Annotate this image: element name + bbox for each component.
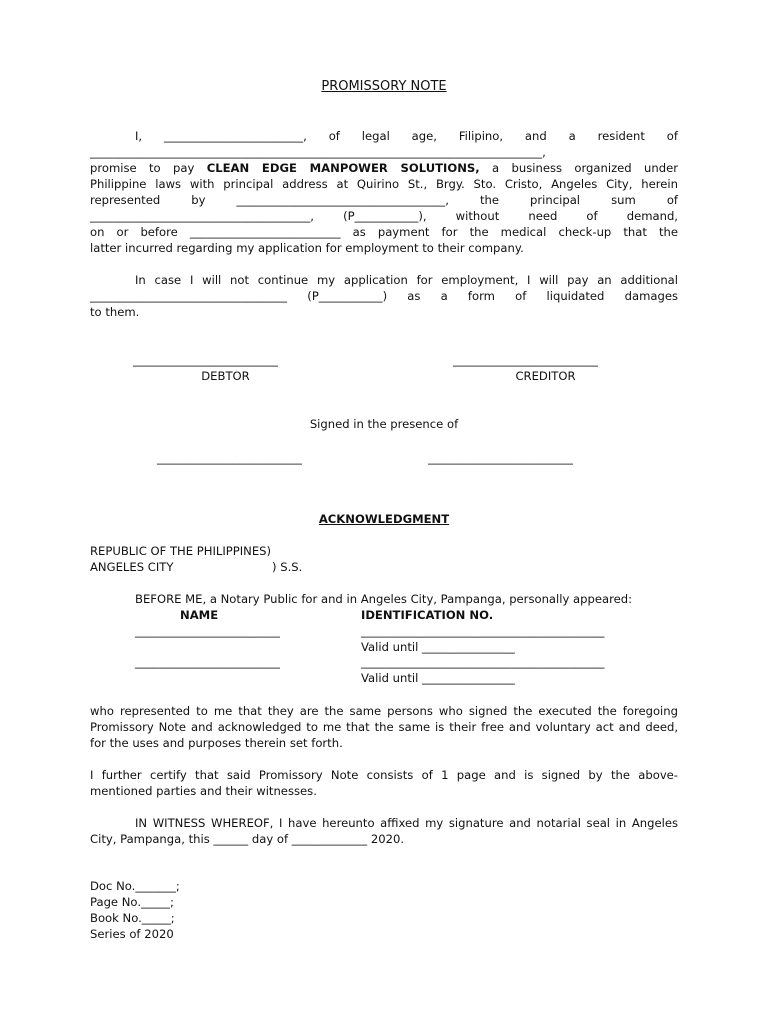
debtor-label: DEBTOR bbox=[201, 369, 250, 383]
p1-line8: latter incurred regarding my application for employment to their company. bbox=[90, 241, 524, 255]
series-year: Series of 2020 bbox=[90, 927, 174, 941]
row2-name-line: _________________________ bbox=[135, 655, 280, 669]
p1-line6: ______________________________________, (P___________), without need of demand, bbox=[90, 209, 678, 223]
represented-line2: Promissory Note and acknowledged to me that the same is their free and voluntary act and deed, bbox=[90, 720, 678, 734]
witness-whereof-line1: IN WITNESS WHEREOF, I have hereunto affixed my signature and notarial seal in Angeles bbox=[135, 816, 678, 830]
ss-mark: ) S.S. bbox=[272, 560, 303, 574]
witness1-signature-line: _________________________ bbox=[157, 451, 302, 465]
page-no: Page No._____; bbox=[90, 895, 174, 909]
represented-line3: for the uses and purposes therein set forth. bbox=[90, 736, 343, 750]
signed-in-presence-text: Signed in the presence of bbox=[309, 417, 459, 431]
row2-valid-until: Valid until ________________ bbox=[361, 671, 515, 685]
p1-line1: I, ________________________, of legal age, Filipino, and a resident of bbox=[135, 129, 678, 143]
debtor-signature-line: _________________________ bbox=[133, 353, 278, 367]
p2-line3: to them. bbox=[90, 305, 140, 319]
witness2-signature-line: _________________________ bbox=[428, 451, 573, 465]
p1-line7: on or before __________________________ as payment for the medical check-up that the bbox=[90, 225, 678, 239]
doc-no: Doc No._______; bbox=[90, 879, 180, 893]
represented-line1: who represented to me that they are the same persons who signed the executed the foregoing bbox=[90, 704, 678, 718]
republic-line: REPUBLIC OF THE PHILIPPINES) bbox=[90, 544, 272, 558]
certify-line2: mentioned parties and their witnesses. bbox=[90, 784, 317, 798]
p1-line2: ______________________________________________________________________________, bbox=[90, 145, 546, 159]
certify-line1: I further certify that said Promissory Note consists of 1 page and is signed by the above- bbox=[90, 768, 678, 782]
row1-id-line: __________________________________________ bbox=[361, 624, 605, 638]
p1-line4: Philippine laws with principal address at Quirino St., Brgy. Sto. Cristo, Angeles City, herein bbox=[90, 177, 678, 191]
p1-line3-pre: promise to pay bbox=[90, 161, 207, 175]
row1-valid-until: Valid until ________________ bbox=[361, 640, 515, 654]
p2-line2: __________________________________ (P___________) as a form of liquidated damages bbox=[90, 289, 678, 303]
id-column-header: IDENTIFICATION NO. bbox=[361, 608, 494, 622]
p1-line5: represented by ____________________________________, the principal sum of bbox=[90, 193, 678, 207]
creditor-signature-line: _________________________ bbox=[453, 353, 598, 367]
creditor-label: CREDITOR bbox=[515, 369, 576, 383]
p2-line1: In case I will not continue my application for employment, I will pay an additional bbox=[135, 273, 678, 287]
p1-line3-post: a business organized under bbox=[479, 161, 678, 175]
before-me-text: BEFORE ME, a Notary Public for and in Angeles City, Pampanga, personally appeared: bbox=[135, 592, 632, 606]
p1-line3 bbox=[90, 160, 678, 176]
row2-id-line: __________________________________________ bbox=[361, 655, 605, 669]
document-title: PROMISSORY NOTE bbox=[321, 79, 447, 94]
witness-whereof-line2: City, Pampanga, this ______ day of _____________ 2020. bbox=[90, 832, 405, 846]
city-line: ANGELES CITY bbox=[90, 560, 174, 574]
name-column-header: NAME bbox=[180, 608, 219, 622]
creditor-company-name: CLEAN EDGE MANPOWER SOLUTIONS, bbox=[206, 161, 480, 175]
book-no: Book No._____; bbox=[90, 911, 175, 925]
row1-name-line: _________________________ bbox=[135, 624, 280, 638]
acknowledgment-heading: ACKNOWLEDGMENT bbox=[318, 512, 450, 526]
